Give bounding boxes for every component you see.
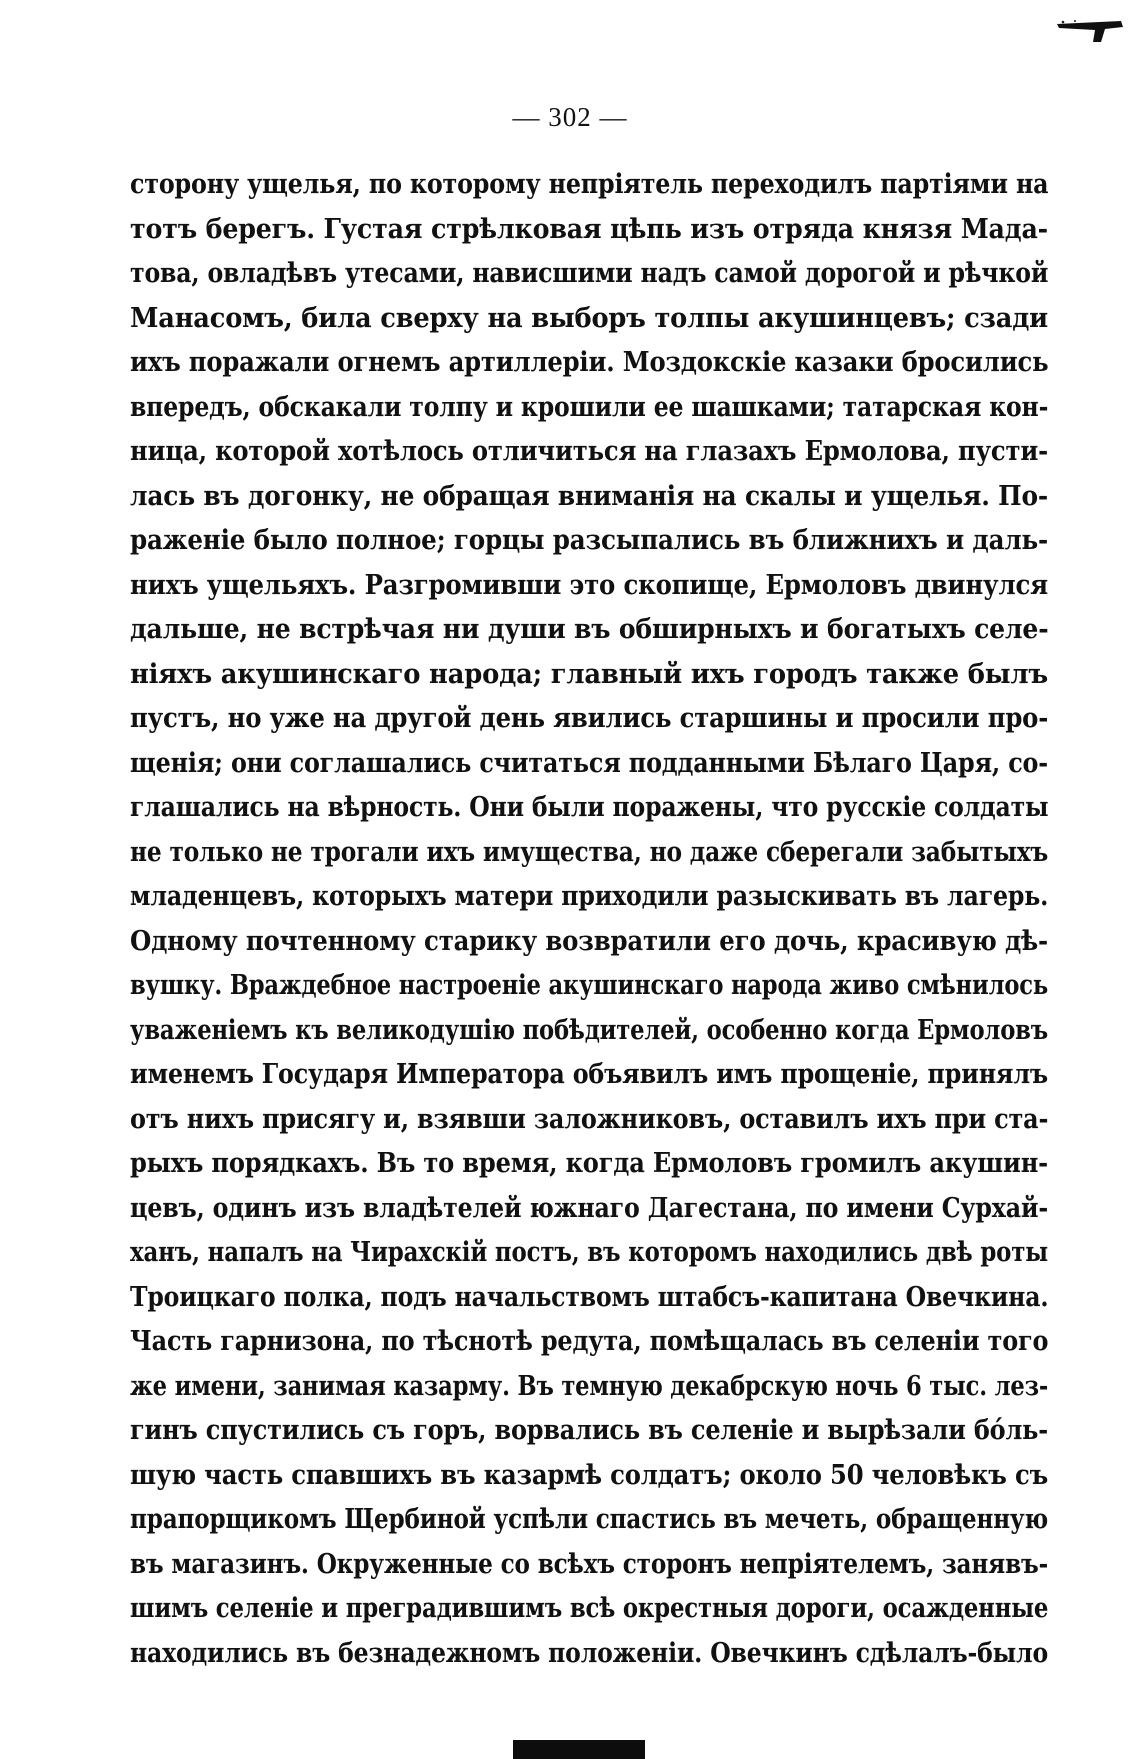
text-line: ихъ поражали огнемъ артиллеріи. Моздокскіе казаки бросились	[130, 347, 1049, 378]
text-line: сторону ущелья, по которому непріятель переходилъ партіями на	[130, 169, 1049, 200]
scan-smudge-mark	[1055, 18, 1125, 44]
text-line: Часть гарнизона, по тѣснотѣ редута, помѣщалась въ селеніи того	[130, 1326, 1049, 1357]
text-line: шимъ селеніе и преградившимъ всѣ окрестныя дороги, осажденные	[130, 1593, 1049, 1624]
text-line: уваженіемъ къ великодушію побѣдителей, особенно когда Ермоловъ	[130, 1014, 1048, 1046]
text-line: гинъ спустились съ горъ, ворвались въ селеніе и вырѣзали бóль-	[130, 1415, 1048, 1446]
text-line: тотъ берегъ. Густая стрѣлковая цѣпь изъ отряда князя Мада-	[130, 213, 1048, 245]
text-line: лась въ догонку, не обращая вниманія на скалы и ущелья. По-	[130, 480, 1048, 512]
text-line: това, овладѣвъ утесами, нависшими надъ самой дорогой и рѣчкой	[130, 258, 1049, 289]
text-line: щенія; они соглашались считаться подданными Бѣлаго Царя, со-	[130, 747, 1048, 779]
text-line: отъ нихъ присягу и, взявши заложниковъ, оставилъ ихъ при ста-	[130, 1103, 1049, 1135]
text-line: прапорщикомъ Щербиной успѣли спастись въ мечеть, обращенную	[130, 1504, 1049, 1535]
text-line: ніяхъ акушинскаго народа; главный ихъ городъ также былъ	[130, 658, 1048, 690]
text-line: вушку. Враждебное настроеніе акушинскаго народа живо смѣнилось	[130, 970, 1048, 1001]
text-line: именемъ Государя Императора объявилъ имъ прощеніе, принялъ	[130, 1059, 1048, 1090]
body-text	[130, 163, 1048, 1676]
text-line: впередъ, обскакали толпу и крошили ее шашками; татарская кон-	[130, 391, 1049, 423]
text-line: Троицкаго полка, подъ начальствомъ штабсъ-капитана Овечкина.	[130, 1281, 1049, 1313]
text-line: Одному почтенному старику возвратили его дочь, красивую дѣ-	[130, 925, 1048, 957]
text-line: ница, которой хотѣлось отличиться на глазахъ Ермолова, пусти-	[130, 436, 1048, 467]
text-line: раженіе было полное; горцы разсыпались въ ближнихъ и даль-	[130, 525, 1048, 556]
text-line: же имени, занимая казарму. Въ темную декабрскую ночь 6 тыс. лез-	[130, 1370, 1049, 1402]
text-line: шую часть спавшихъ въ казармѣ солдатъ; около 50 человѣкъ съ	[130, 1459, 1048, 1491]
text-line: нихъ ущельяхъ. Разгромивши это скопище, Ермоловъ двинулся	[130, 569, 1048, 601]
scan-edge-mark	[513, 1740, 645, 1759]
text-line: глашались на вѣрность. Они были поражены, что русскіе солдаты	[130, 792, 1049, 823]
text-line: въ магазинъ. Окруженные со всѣхъ сторонъ непріятелемъ, занявъ-	[130, 1548, 1048, 1580]
text-line: пустъ, но уже на другой день явились старшины и просили про-	[130, 703, 1049, 734]
text-line: цевъ, одинъ изъ владѣтелей южнаго Дагестана, по имени Сурхай-	[130, 1192, 1048, 1224]
text-line: не только не трогали ихъ имущества, но даже сберегали забытыхъ	[130, 836, 1049, 868]
text-line: младенцевъ, которыхъ матери приходили разыскивать въ лагерь.	[130, 881, 1049, 912]
text-line: рыхъ порядкахъ. Въ то время, когда Ермоловъ громилъ акушин-	[130, 1148, 1048, 1179]
page-number: — 302 —	[512, 102, 628, 132]
text-line: Манасомъ, била сверху на выборъ толпы акушинцевъ; сзади	[130, 302, 1048, 334]
text-line: ханъ, напалъ на Чирахскій постъ, въ которомъ находились двѣ роты	[130, 1237, 1048, 1268]
text-line: находились въ безнадежномъ положеніи. Овечкинъ сдѣлалъ-было	[130, 1637, 1048, 1669]
text-line: дальше, не встрѣчая ни души въ обширныхъ и богатыхъ селе-	[130, 614, 1049, 645]
